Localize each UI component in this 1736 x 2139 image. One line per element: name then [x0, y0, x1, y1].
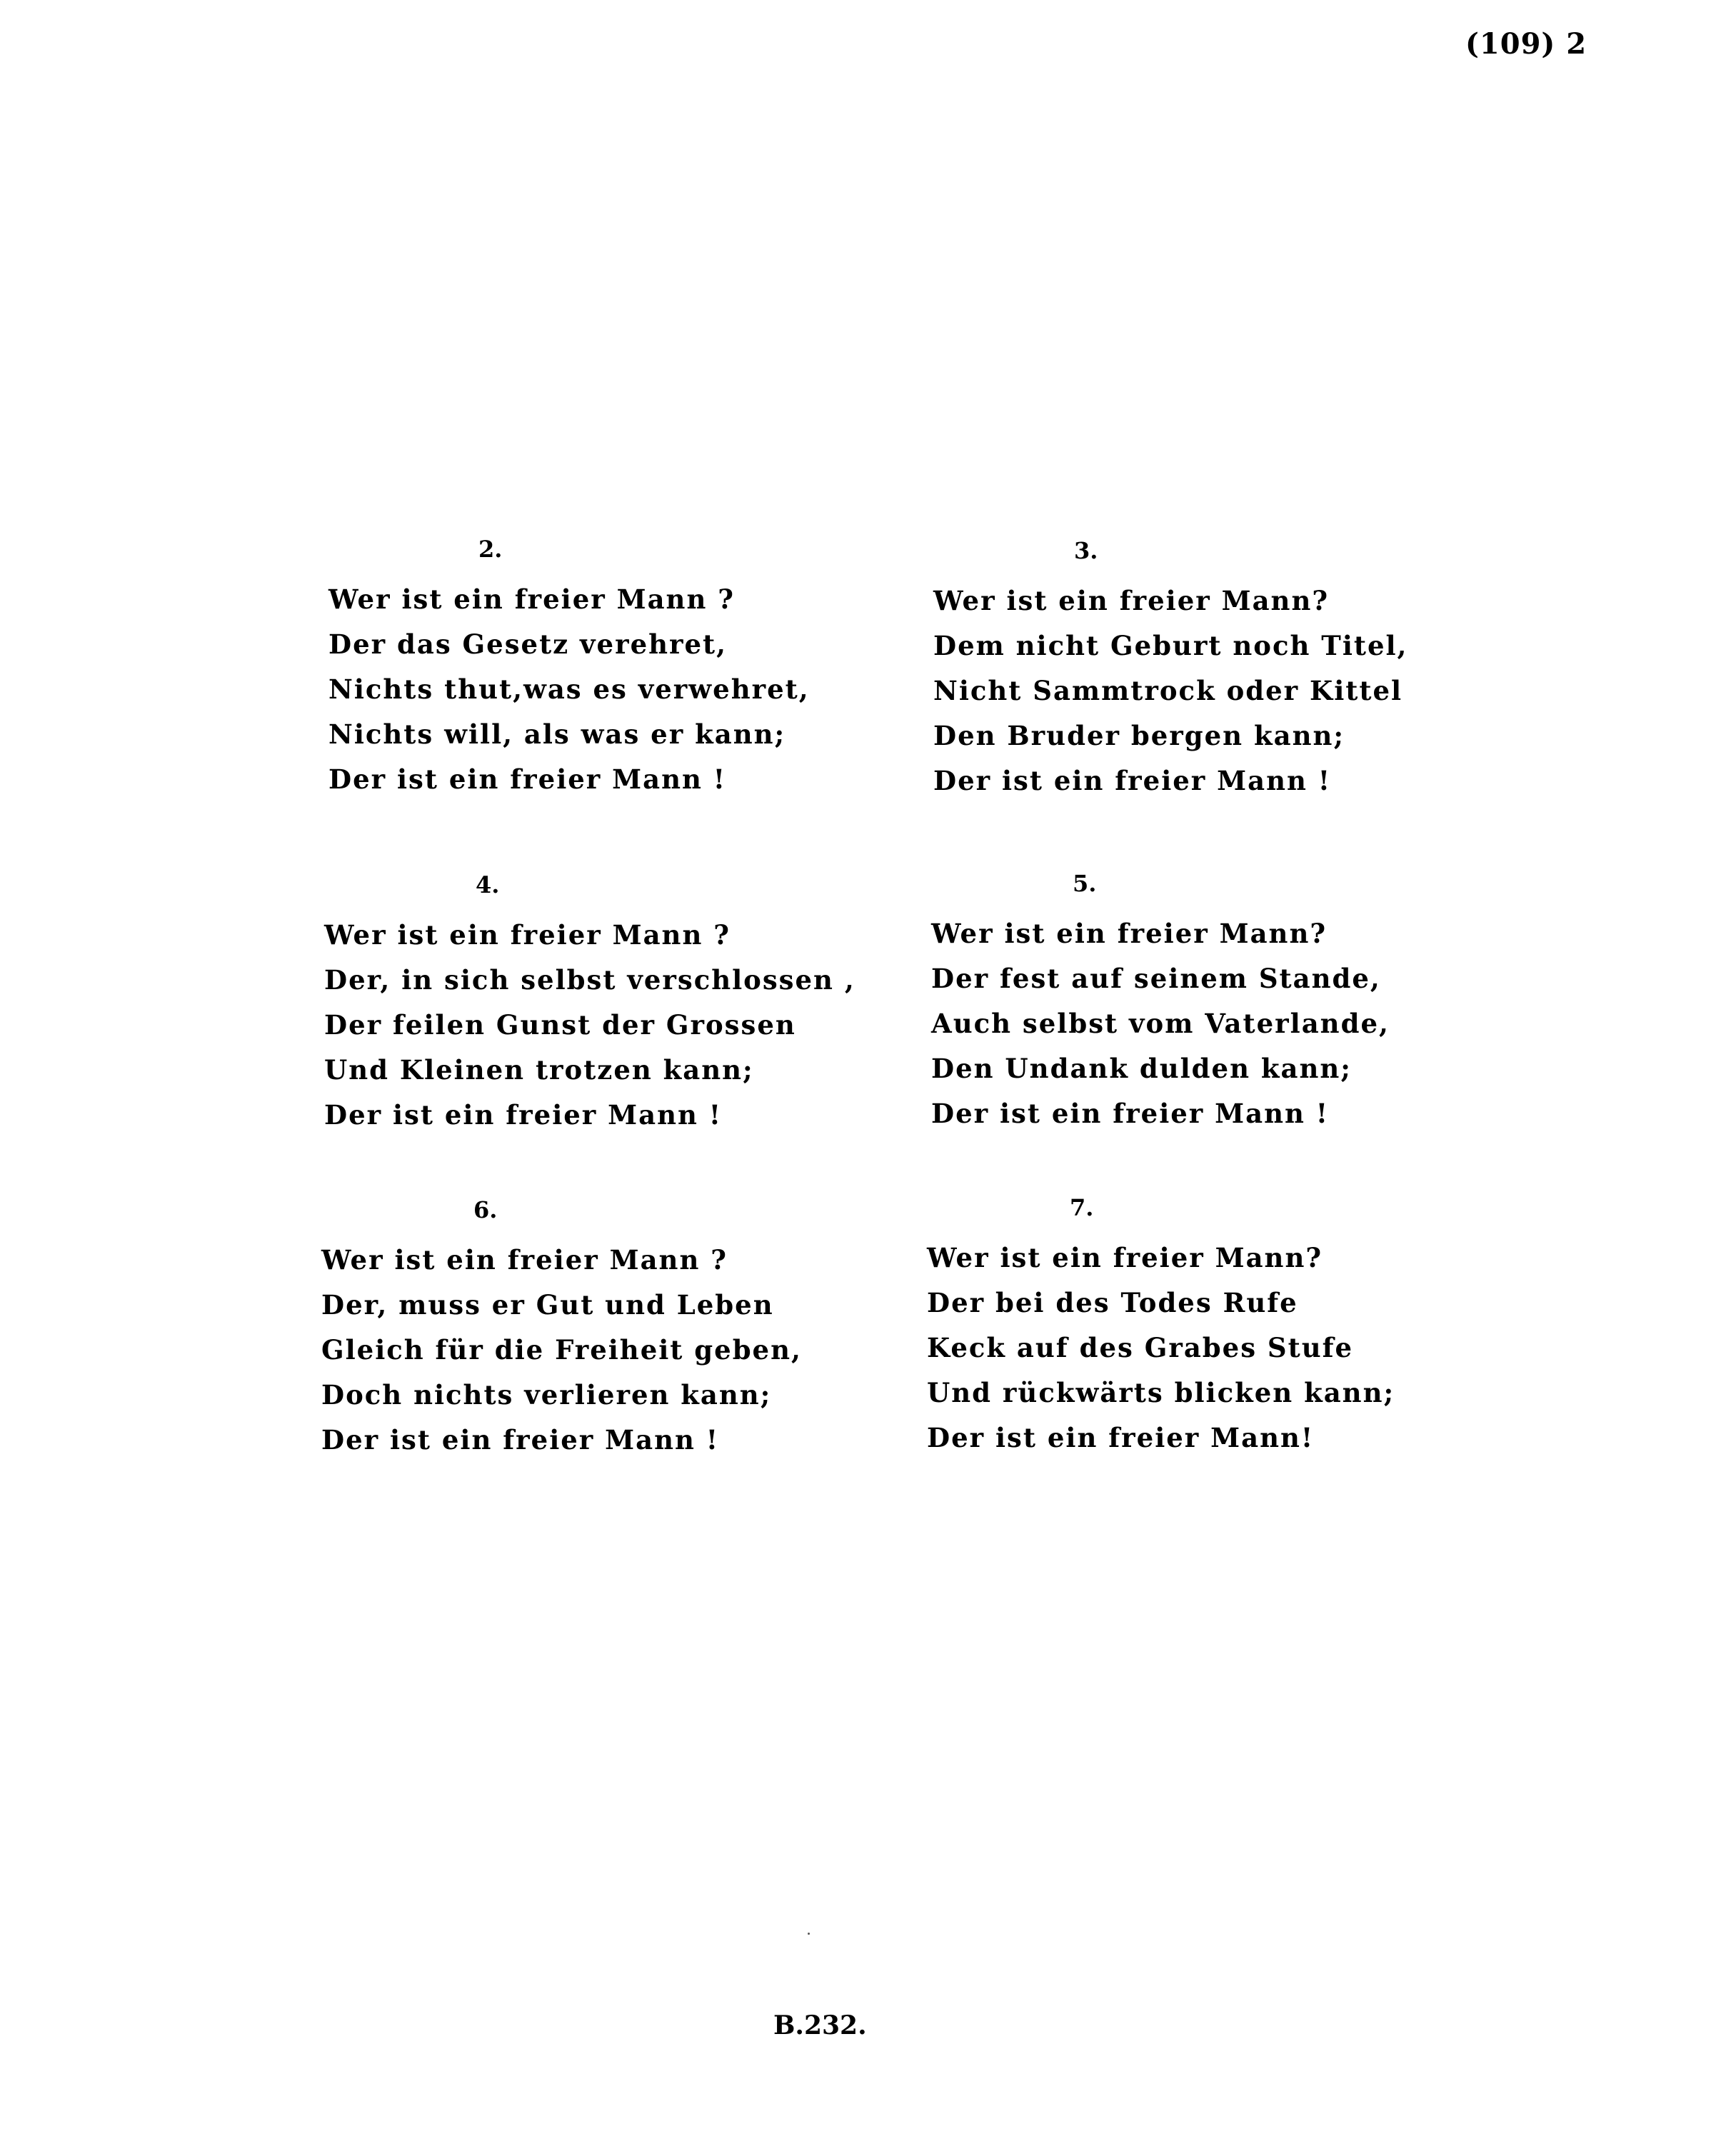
verse-line: Der ist ein freier Mann !	[933, 765, 1332, 796]
stanza-lines	[933, 578, 1408, 803]
verse-line: Nichts thut,was es verwehret,	[328, 673, 810, 705]
verse-line: Der ist ein freier Mann !	[931, 1098, 1330, 1129]
page-number: (109) 2	[1465, 27, 1587, 61]
verse-line: Keck auf des Grabes Stufe	[927, 1332, 1354, 1363]
publisher-plate-number: B.232.	[773, 2010, 867, 2040]
verse-line: Nicht Sammtrock oder Kittel	[933, 675, 1403, 706]
verse-line: Der, in sich selbst verschlossen ,	[324, 964, 856, 996]
verse-line: Wer ist ein freier Mann ?	[324, 919, 731, 951]
stanza-lines	[328, 577, 810, 802]
verse-line: Wer ist ein freier Mann ?	[321, 1244, 728, 1276]
stanza-number: 7.	[1070, 1194, 1094, 1221]
stanza-number: 6.	[473, 1196, 498, 1223]
stanza-number: 4.	[476, 871, 500, 898]
verse-line: Der ist ein freier Mann!	[927, 1422, 1315, 1453]
verse-line: Der ist ein freier Mann !	[324, 1099, 723, 1131]
verse-line: Den Bruder bergen kann;	[933, 720, 1345, 751]
verse-line: Der das Gesetz verehret,	[328, 628, 728, 660]
verse-line: Doch nichts verlieren kann;	[321, 1379, 772, 1411]
verse-line: Auch selbst vom Vaterlande,	[931, 1008, 1390, 1039]
stanza-lines	[931, 911, 1390, 1136]
ink-speck	[808, 1933, 810, 1935]
stanza-lines	[321, 1238, 802, 1463]
verse-line: Dem nicht Geburt noch Titel,	[933, 630, 1408, 661]
verse-line: Der fest auf seinem Stande,	[931, 963, 1381, 994]
verse-line: Wer ist ein freier Mann?	[927, 1242, 1323, 1273]
verse-line: Gleich für die Freiheit geben,	[321, 1334, 802, 1366]
verse-line: Den Undank dulden kann;	[931, 1053, 1352, 1084]
verse-line: Der bei des Todes Rufe	[927, 1287, 1298, 1318]
verse-line: Der ist ein freier Mann !	[328, 763, 727, 795]
stanza-number: 3.	[1074, 537, 1098, 564]
verse-line: Und Kleinen trotzen kann;	[324, 1054, 754, 1086]
stanza-lines	[324, 913, 856, 1138]
stanza-lines	[927, 1236, 1395, 1461]
verse-line: Wer ist ein freier Mann?	[931, 918, 1328, 949]
verse-line: Nichts will, als was er kann;	[328, 718, 786, 750]
verse-line: Und rückwärts blicken kann;	[927, 1377, 1395, 1408]
verse-line: Wer ist ein freier Mann?	[933, 585, 1330, 616]
verse-line: Wer ist ein freier Mann ?	[328, 583, 735, 615]
verse-line: Der feilen Gunst der Grossen	[324, 1009, 796, 1041]
stanza-number: 2.	[478, 536, 503, 563]
verse-line: Der ist ein freier Mann !	[321, 1424, 720, 1456]
stanza-number: 5.	[1073, 870, 1097, 897]
verse-line: Der, muss er Gut und Leben	[321, 1289, 774, 1321]
